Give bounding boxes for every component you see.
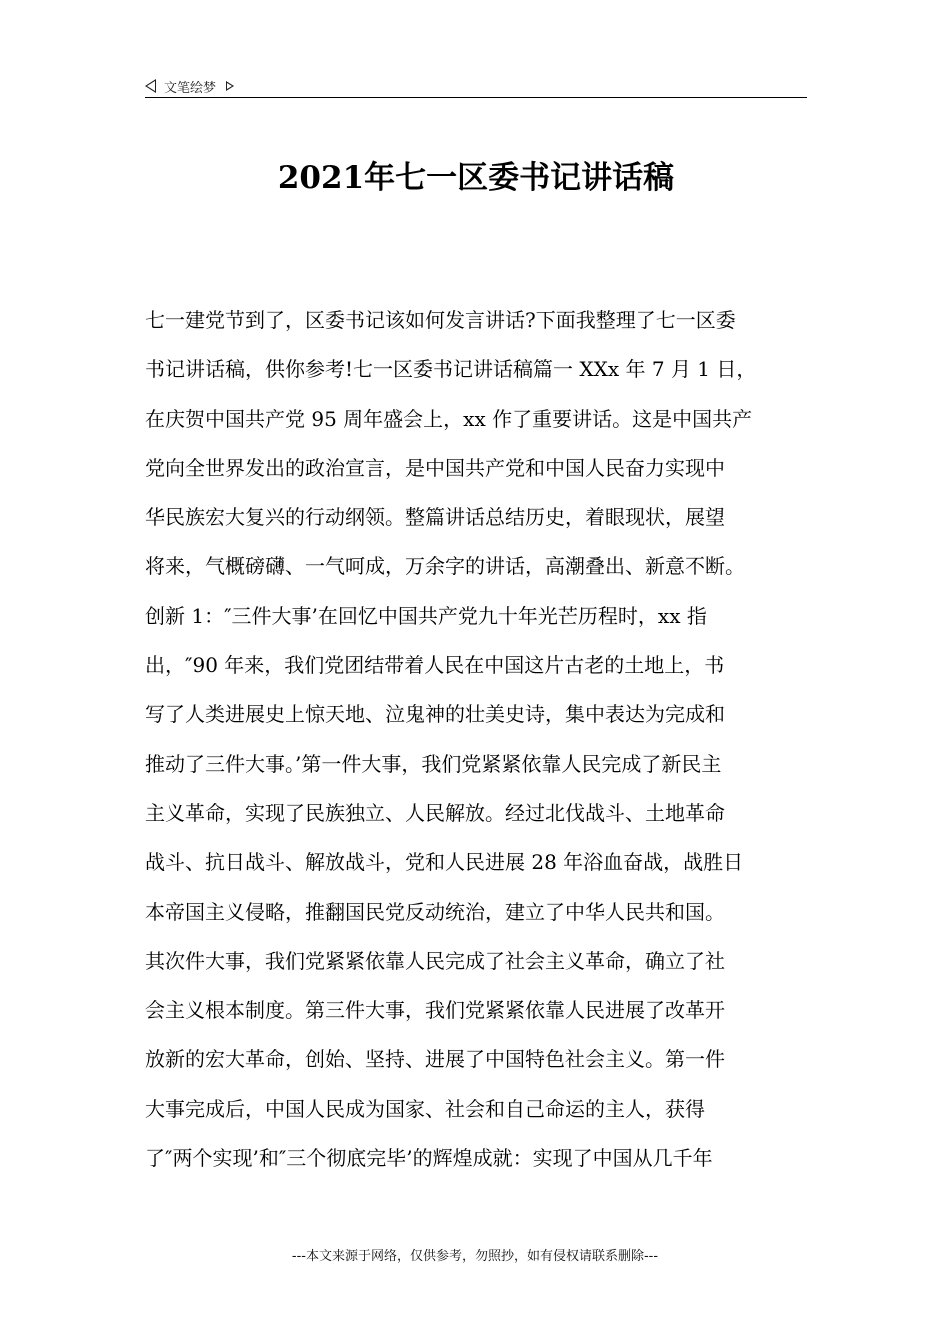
body-line: 七一建党节到了，区委书记该如何发言讲话?下面我整理了七一区委: [145, 308, 736, 332]
document-body: [145, 296, 825, 1183]
body-line: 出，″90 年来，我们党团结带着人民在中国这片古老的土地上，书: [145, 653, 725, 678]
document-title: 2021年七一区委书记讲话稿: [277, 160, 675, 196]
body-line: 创新 1：″三件大事’在回忆中国共产党九十年光芒历程时，xx 指: [145, 603, 707, 628]
triangle-right-outline-icon: [226, 81, 234, 91]
body-line: 推动了三件大事。’第一件大事，我们党紧紧依靠人民完成了新民主: [145, 751, 722, 776]
page-header: [145, 74, 807, 98]
body-line: 会主义根本制度。第三件大事，我们党紧紧依靠人民进展了改革开: [145, 998, 725, 1023]
body-line: 党向全世界发出的政治宣言，是中国共产党和中国人民奋力实现中: [145, 455, 725, 480]
body-line: 在庆贺中国共产党 95 周年盛会上，xx 作了重要讲话。这是中国共产: [145, 406, 753, 431]
body-line: 华民族宏大复兴的行动纲领。整篇讲话总结历史，着眼现状，展望: [145, 505, 725, 530]
body-line: 其次件大事，我们党紧紧依靠人民完成了社会主义革命，确立了社: [145, 948, 725, 973]
body-line: 本帝国主义侵略，推翻国民党反动统治，建立了中华人民共和国。: [145, 899, 725, 924]
body-line: 了″两个实现’和″三个彻底完毕’的辉煌成就：实现了中国从几千年: [145, 1146, 713, 1171]
body-line: 写了人类进展史上惊天地、泣鬼神的壮美史诗，集中表达为完成和: [145, 702, 725, 727]
header-brand: 文笔绘梦: [164, 80, 217, 96]
body-line: 战斗、抗日战斗、解放战斗，党和人民进展 28 年浴血奋战，战胜日: [145, 850, 744, 875]
body-line: 放新的宏大革命，创始、坚持、进展了中国特色社会主义。第一件: [145, 1047, 725, 1072]
body-line: 大事完成后，中国人民成为国家、社会和自己命运的主人，获得: [145, 1096, 705, 1121]
body-line: 主义革命，实现了民族独立、人民解放。经过北伐战斗、土地革命: [145, 800, 725, 825]
triangle-left-outline-icon: [145, 79, 156, 93]
header-divider: [145, 97, 807, 98]
footer-notice: ---本文来源于网络，仅供参考，勿照抄，如有侵权请联系删除---: [291, 1249, 659, 1264]
body-line: 书记讲话稿，供你参考!七一区委书记讲话稿篇一 XXx 年 7 月 1 日，: [145, 357, 757, 382]
body-line: 将来，气概磅礴、一气呵成，万余字的讲话，高潮叠出、新意不断。: [145, 554, 745, 579]
